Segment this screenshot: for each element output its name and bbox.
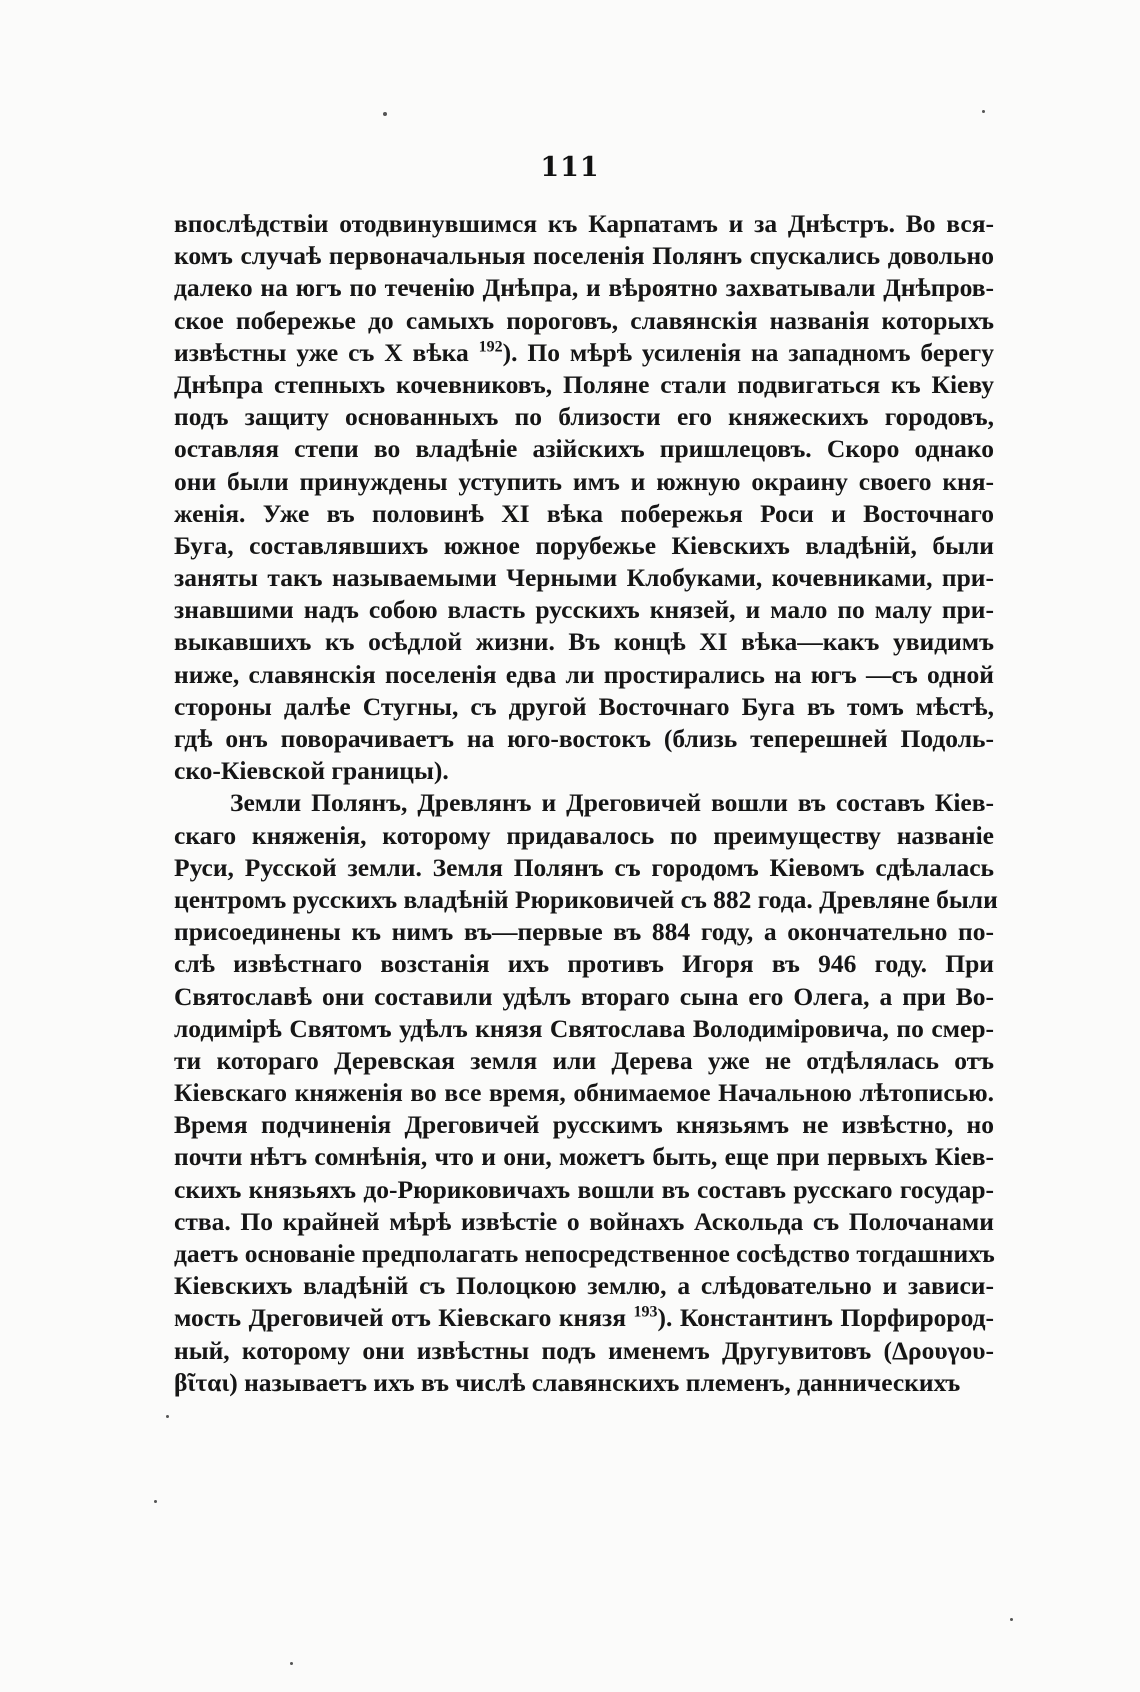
text-line: женія. Уже въ половинѣ XI вѣка побережья Роси и Восточнаго <box>174 498 994 528</box>
text-line: центромъ русскихъ владѣній Рюриковичей съ 882 года. Древляне были <box>174 884 998 914</box>
scan-speck <box>166 1415 169 1418</box>
text-line: извѣстны уже съ X вѣка $^{192}$). По мѣрѣ усиленія на западномъ берегу <box>174 337 994 367</box>
text-line: Буга, составлявшихъ южное порубежье Кіевскихъ владѣній, были <box>174 530 994 560</box>
text-line: Земли Полянъ, Древлянъ и Дреговичей вошли въ составъ Кіев- <box>230 788 994 818</box>
text-line: почти нѣтъ сомнѣнія, что и они, можетъ быть, еще при первыхъ Кіев- <box>174 1142 994 1172</box>
scan-speck <box>383 112 387 116</box>
text-line: Руси, Русской земли. Земля Полянъ съ городомъ Кіевомъ сдѣлалась <box>174 852 994 882</box>
text-line: оставляя степи во владѣніе азійскихъ пришлецовъ. Скоро однако <box>174 434 994 464</box>
text-line: даетъ основаніе предполагать непосредственное сосѣдство тогдашнихъ <box>174 1239 995 1268</box>
text-line: гдѣ онъ поворачиваетъ на юго-востокъ (близь теперешней Подоль- <box>174 724 994 753</box>
text-line: они были принуждены уступить имъ и южную окраину своего кня- <box>174 466 994 496</box>
text-line: Время подчиненія Дреговичей русскимъ князьямъ не извѣстно, но <box>174 1110 994 1140</box>
text-line: мость Дреговичей отъ Кіевскаго князя $^{193}$). Константинъ Порфирород- <box>174 1303 994 1333</box>
text-line: далеко на югъ по теченію Днѣпра, и вѣроятно захватывали Днѣпров- <box>174 273 994 303</box>
text-line: ско-Кіевской границы). <box>174 756 449 786</box>
scan-speck <box>982 110 985 113</box>
text-line: заняты такъ называемыми Черными Клобуками, кочевниками, при- <box>174 563 994 593</box>
body-text <box>174 208 998 1399</box>
text-line: комъ случаѣ первоначальныя поселенія Полянъ спускались довольно <box>174 241 994 271</box>
text-line: Кіевскаго княженія во все время, обнимаемое Начальною лѣтописью. <box>174 1078 994 1108</box>
text-line: Кіевскихъ владѣній съ Полоцкою землю, а слѣдовательно и зависи- <box>174 1271 994 1301</box>
scan-speck <box>154 1500 157 1503</box>
text-line: лодимірѣ Святомъ удѣлъ князя Святослава Володиміровича, по смер- <box>174 1013 994 1043</box>
text-line: стороны далѣе Стугны, съ другой Восточнаго Буга въ томъ мѣстѣ, <box>174 691 994 721</box>
footnote-ref: 192 <box>478 338 503 356</box>
scan-speck <box>1010 1618 1013 1621</box>
text-line: ти котораго Деревская земля или Дерева уже не отдѣлялась отъ <box>174 1045 994 1075</box>
text-line: впослѣдствіи отодвинувшимся къ Карпатамъ и за Днѣстръ. Во вся- <box>174 209 994 238</box>
text-line: слѣ извѣстнаго возстанія ихъ противъ Игоря въ 946 году. При <box>174 949 994 979</box>
text-line: скихъ князьяхъ до-Рюриковичахъ вошли въ составъ русскаго государ- <box>174 1174 994 1204</box>
text-line: ниже, славянскія поселенія едва ли простирались на югъ —съ одной <box>174 659 994 689</box>
text-line: ный, которому они извѣстны подъ именемъ Другувитовъ (Δρουγου- <box>174 1335 994 1365</box>
footnote-ref: 193 <box>633 1303 658 1321</box>
text-line: знавшими надъ собою власть русскихъ князей, и мало по малу при- <box>174 595 994 625</box>
text-line: Днѣпра степныхъ кочевниковъ, Поляне стали подвигаться къ Кіеву <box>174 369 994 399</box>
text-line: Святославѣ они составили удѣлъ втораго сына его Олега, а при Во- <box>174 981 994 1011</box>
text-line: ское побережье до самыхъ пороговъ, славянскія названія которыхъ <box>174 305 994 335</box>
text-line: подъ защиту основанныхъ по близости его княжескихъ городовъ, <box>174 402 994 432</box>
text-line: скаго княженія, которому придавалось по преимуществу названіе <box>174 820 994 850</box>
page-number: 111 <box>540 152 600 183</box>
text-line: βῖται) называетъ ихъ въ числѣ славянскихъ племенъ, данническихъ <box>174 1367 961 1397</box>
scan-speck <box>290 1662 293 1665</box>
text-line: ства. По крайней мѣрѣ извѣстіе о войнахъ Аскольда съ Полочанами <box>174 1206 994 1236</box>
text-line: выкавшихъ къ осѣдлой жизни. Въ концѣ XI вѣка—какъ увидимъ <box>174 627 994 657</box>
text-line: присоединены къ нимъ въ—первые въ 884 году, а окончательно по- <box>174 917 994 947</box>
